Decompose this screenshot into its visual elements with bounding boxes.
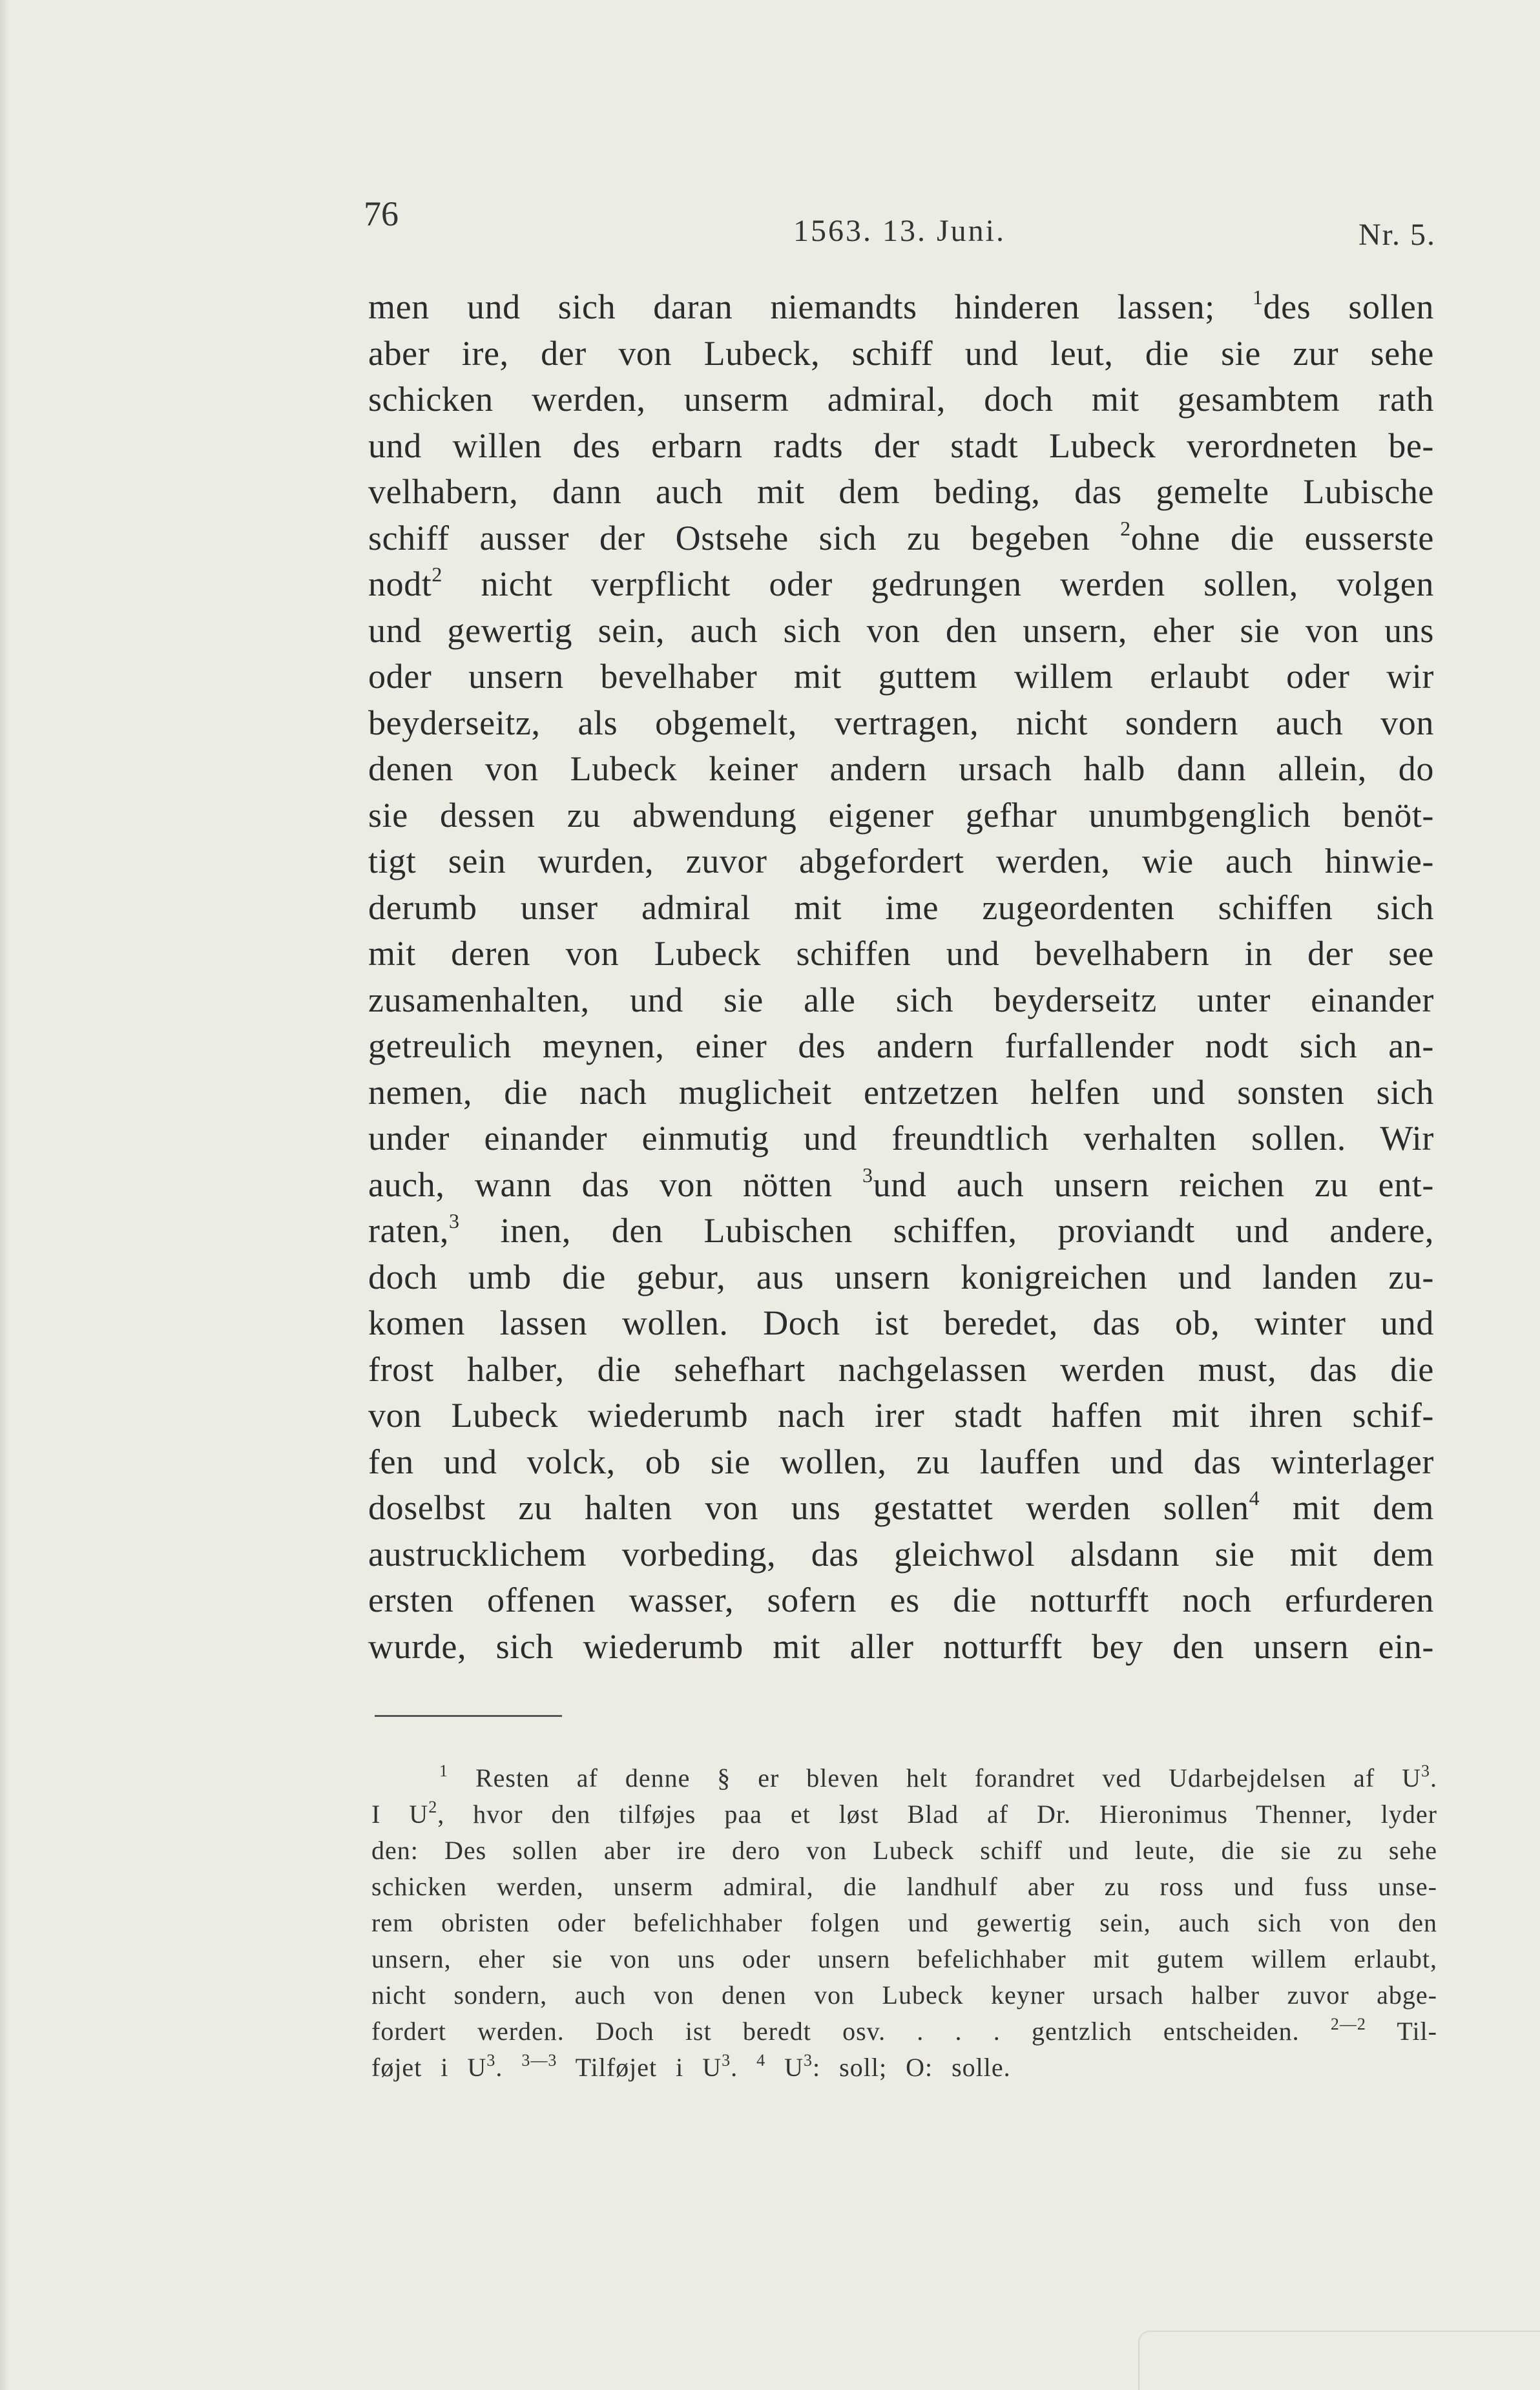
footnote-marker: 3 [862, 1163, 873, 1187]
text-line [368, 1347, 1434, 1393]
footnote-marker: 2 [432, 563, 443, 586]
text-line [368, 469, 1434, 515]
text-run: mit dem [1260, 1488, 1434, 1527]
text-line [368, 793, 1434, 839]
text-run: den: Des sollen aber ire dero von Lubeck schiff und leute, die sie zu sehe [371, 1836, 1437, 1865]
text-line [368, 1300, 1434, 1347]
text-line [368, 1023, 1434, 1070]
text-run: und auch unsern reichen zu ent- [873, 1165, 1434, 1204]
text-run: und willen des erbarn radts der stadt Lubeck verordneten be- [368, 426, 1434, 465]
footnote-marker: 3 [804, 2051, 813, 2070]
footnote-line [371, 2050, 1437, 2086]
text-line [368, 284, 1434, 331]
text-run: føjet i U [371, 2053, 487, 2082]
text-run: nemen, die nach muglicheit entzetzen helfen und sonsten sich [368, 1072, 1434, 1112]
text-run: ohne die eusserste [1130, 518, 1434, 557]
text-line [368, 377, 1434, 423]
text-run: schicken werden, unserm admiral, doch mit gesambtem rath [368, 380, 1434, 419]
text-line [368, 977, 1434, 1024]
text-run: Tilføjet i U [557, 2053, 722, 2082]
text-run: unsern, eher sie von uns oder unsern befelichhaber mit gutem willem erlaubt, [371, 1944, 1437, 1973]
footnote-line [371, 2013, 1437, 2050]
text-run: oder unsern bevelhaber mit guttem willem erlaubt oder wir [368, 657, 1434, 696]
text-line [368, 1070, 1434, 1116]
footnote-marker: 2—2 [1330, 2015, 1366, 2033]
text-line [368, 1393, 1434, 1439]
text-run: frost halber, die sehefhart nachgelassen werden must, das die [368, 1349, 1434, 1389]
text-run: nicht sondern, auch von denen von Lubeck keyner ursach halber zuvor abge- [371, 1980, 1437, 2010]
text-run: des sollen [1263, 287, 1434, 326]
text-run: U [765, 2053, 804, 2082]
text-run: inen, den Lubischen schiffen, proviandt und andere, [459, 1211, 1434, 1250]
footnote-line [371, 1833, 1437, 1869]
footnotes-block [371, 1760, 1437, 2086]
footnote-marker: 4 [1249, 1486, 1260, 1510]
text-line [368, 1439, 1434, 1486]
text-run: beyderseitz, als obgemelt, vertragen, nicht sondern auch von [368, 703, 1434, 742]
text-run: Resten af denne § er bleven helt forandret ved Udarbejdelsen af U [448, 1763, 1421, 1792]
text-run: mit deren von Lubeck schiffen und bevelhabern in der see [368, 934, 1434, 973]
footnote-marker: 3 [1421, 1761, 1430, 1780]
text-run: auch, wann das von nötten [368, 1165, 863, 1204]
page-edge-shadow [0, 0, 9, 2390]
text-run: : soll; O: solle. [813, 2053, 1011, 2082]
text-line [368, 1624, 1434, 1670]
footnote-marker: 2 [428, 1798, 438, 1816]
text-line [368, 608, 1434, 654]
text-run: tigt sein wurden, zuvor abgefordert werden, wie auch hinwie- [368, 842, 1434, 880]
text-line [368, 1577, 1434, 1624]
text-run: von Lubeck wiederumb nach irer stadt haffen mit ihren schif- [368, 1396, 1434, 1435]
footnote-line [371, 1796, 1437, 1833]
footnote-marker: 1 [439, 1761, 448, 1780]
document-number: Nr. 5. [1358, 218, 1436, 252]
text-run: schiff ausser der Ostsehe sich zu begeben [368, 518, 1121, 557]
footnote-line [371, 1977, 1437, 2013]
text-line [368, 515, 1434, 562]
footnote-line [371, 1869, 1437, 1905]
text-run: komen lassen wollen. Doch ist beredet, das ob, winter und [368, 1304, 1434, 1342]
text-run: Til- [1366, 2017, 1437, 2046]
text-line [368, 1485, 1434, 1532]
footnote-marker: 1 [1252, 286, 1264, 309]
text-run: . [1430, 1763, 1437, 1792]
text-run: men und sich daran niemandts hinderen lassen; [368, 287, 1253, 326]
text-run: fordert werden. Doch ist beredt osv. . . . gentzlich entscheiden. [371, 2017, 1331, 2046]
text-line [368, 1532, 1434, 1578]
main-text-block [368, 284, 1434, 1670]
text-run: rem obristen oder befelichhaber folgen und gewertig sein, auch sich von den [371, 1908, 1437, 1937]
text-line [368, 1254, 1434, 1301]
text-run: aber ire, der von Lubeck, schiff und leut, die sie zur sehe [368, 333, 1434, 373]
text-line [368, 561, 1434, 608]
text-line [368, 746, 1434, 793]
text-line [368, 838, 1434, 885]
text-run: raten, [368, 1211, 450, 1250]
footnote-line [371, 1905, 1437, 1941]
text-run: derumb unser admiral mit ime zugeordenten schiffen sich [368, 888, 1434, 927]
footnote-line [371, 1760, 1437, 1796]
text-line [368, 423, 1434, 470]
text-run: nicht verpflicht oder gedrungen werden sollen, volgen [442, 565, 1434, 603]
footnote-marker: 2 [1120, 516, 1131, 540]
footnote-marker: 3 [722, 2051, 731, 2070]
text-run: fen und volck, ob sie wollen, zu lauffen und das winterlager [368, 1442, 1434, 1481]
text-run: und gewertig sein, auch sich von den unsern, eher sie von uns [368, 610, 1434, 650]
text-line [368, 931, 1434, 977]
text-run: , hvor den tilføjes paa et løst Blad af Dr. Hieronimus Thenner, lyder [437, 1800, 1437, 1829]
text-run: ersten offenen wasser, sofern es die notturfft noch erfurderen [368, 1581, 1434, 1619]
text-line [368, 654, 1434, 700]
running-header [364, 194, 1436, 252]
text-line [368, 1208, 1434, 1254]
text-run: doch umb die gebur, aus unsern konigreichen und landen zu- [368, 1257, 1434, 1296]
footnote-separator-rule [375, 1715, 562, 1717]
text-run: doselbst zu halten von uns gestattet werden sollen [368, 1488, 1249, 1527]
text-line [368, 1116, 1434, 1162]
text-run: wurde, sich wiederumb mit aller notturfft bey den unsern ein- [368, 1626, 1434, 1666]
text-run: . [495, 2053, 522, 2082]
text-run: under einander einmutig und freundtlich verhalten sollen. Wir [368, 1119, 1434, 1158]
text-run: sie dessen zu abwendung eigener gefhar unumbgenglich benöt- [368, 795, 1434, 835]
footnote-line [371, 1941, 1437, 1977]
footnote-marker: 3 [449, 1209, 460, 1232]
footnote-marker: 3—3 [521, 2051, 557, 2070]
text-run: velhabern, dann auch mit dem beding, das gemelte Lubische [368, 472, 1434, 511]
text-line [368, 1162, 1434, 1209]
text-run: austrucklichem vorbeding, das gleichwol alsdann sie mit dem [368, 1534, 1434, 1574]
text-run: getreulich meynen, einer des andern furfallender nodt sich an- [368, 1026, 1434, 1065]
text-line [368, 885, 1434, 931]
text-run: zusamenhalten, und sie alle sich beyderseitz unter einander [368, 980, 1434, 1019]
text-run: . [731, 2053, 757, 2082]
footnote-marker: 4 [756, 2051, 766, 2070]
text-line [368, 700, 1434, 747]
page-corner-shadow [1138, 2331, 1540, 2390]
text-run: nodt [368, 565, 432, 603]
running-title-date: 1563. 13. Juni. [793, 214, 1006, 248]
text-run: I U [371, 1800, 429, 1829]
footnote-marker: 3 [486, 2051, 496, 2070]
text-run: denen von Lubeck keiner andern ursach halb dann allein, do [368, 749, 1434, 788]
page-number: 76 [364, 194, 399, 233]
text-run: schicken werden, unserm admiral, die landhulf aber zu ross und fuss unse- [371, 1872, 1437, 1901]
text-line [368, 331, 1434, 377]
